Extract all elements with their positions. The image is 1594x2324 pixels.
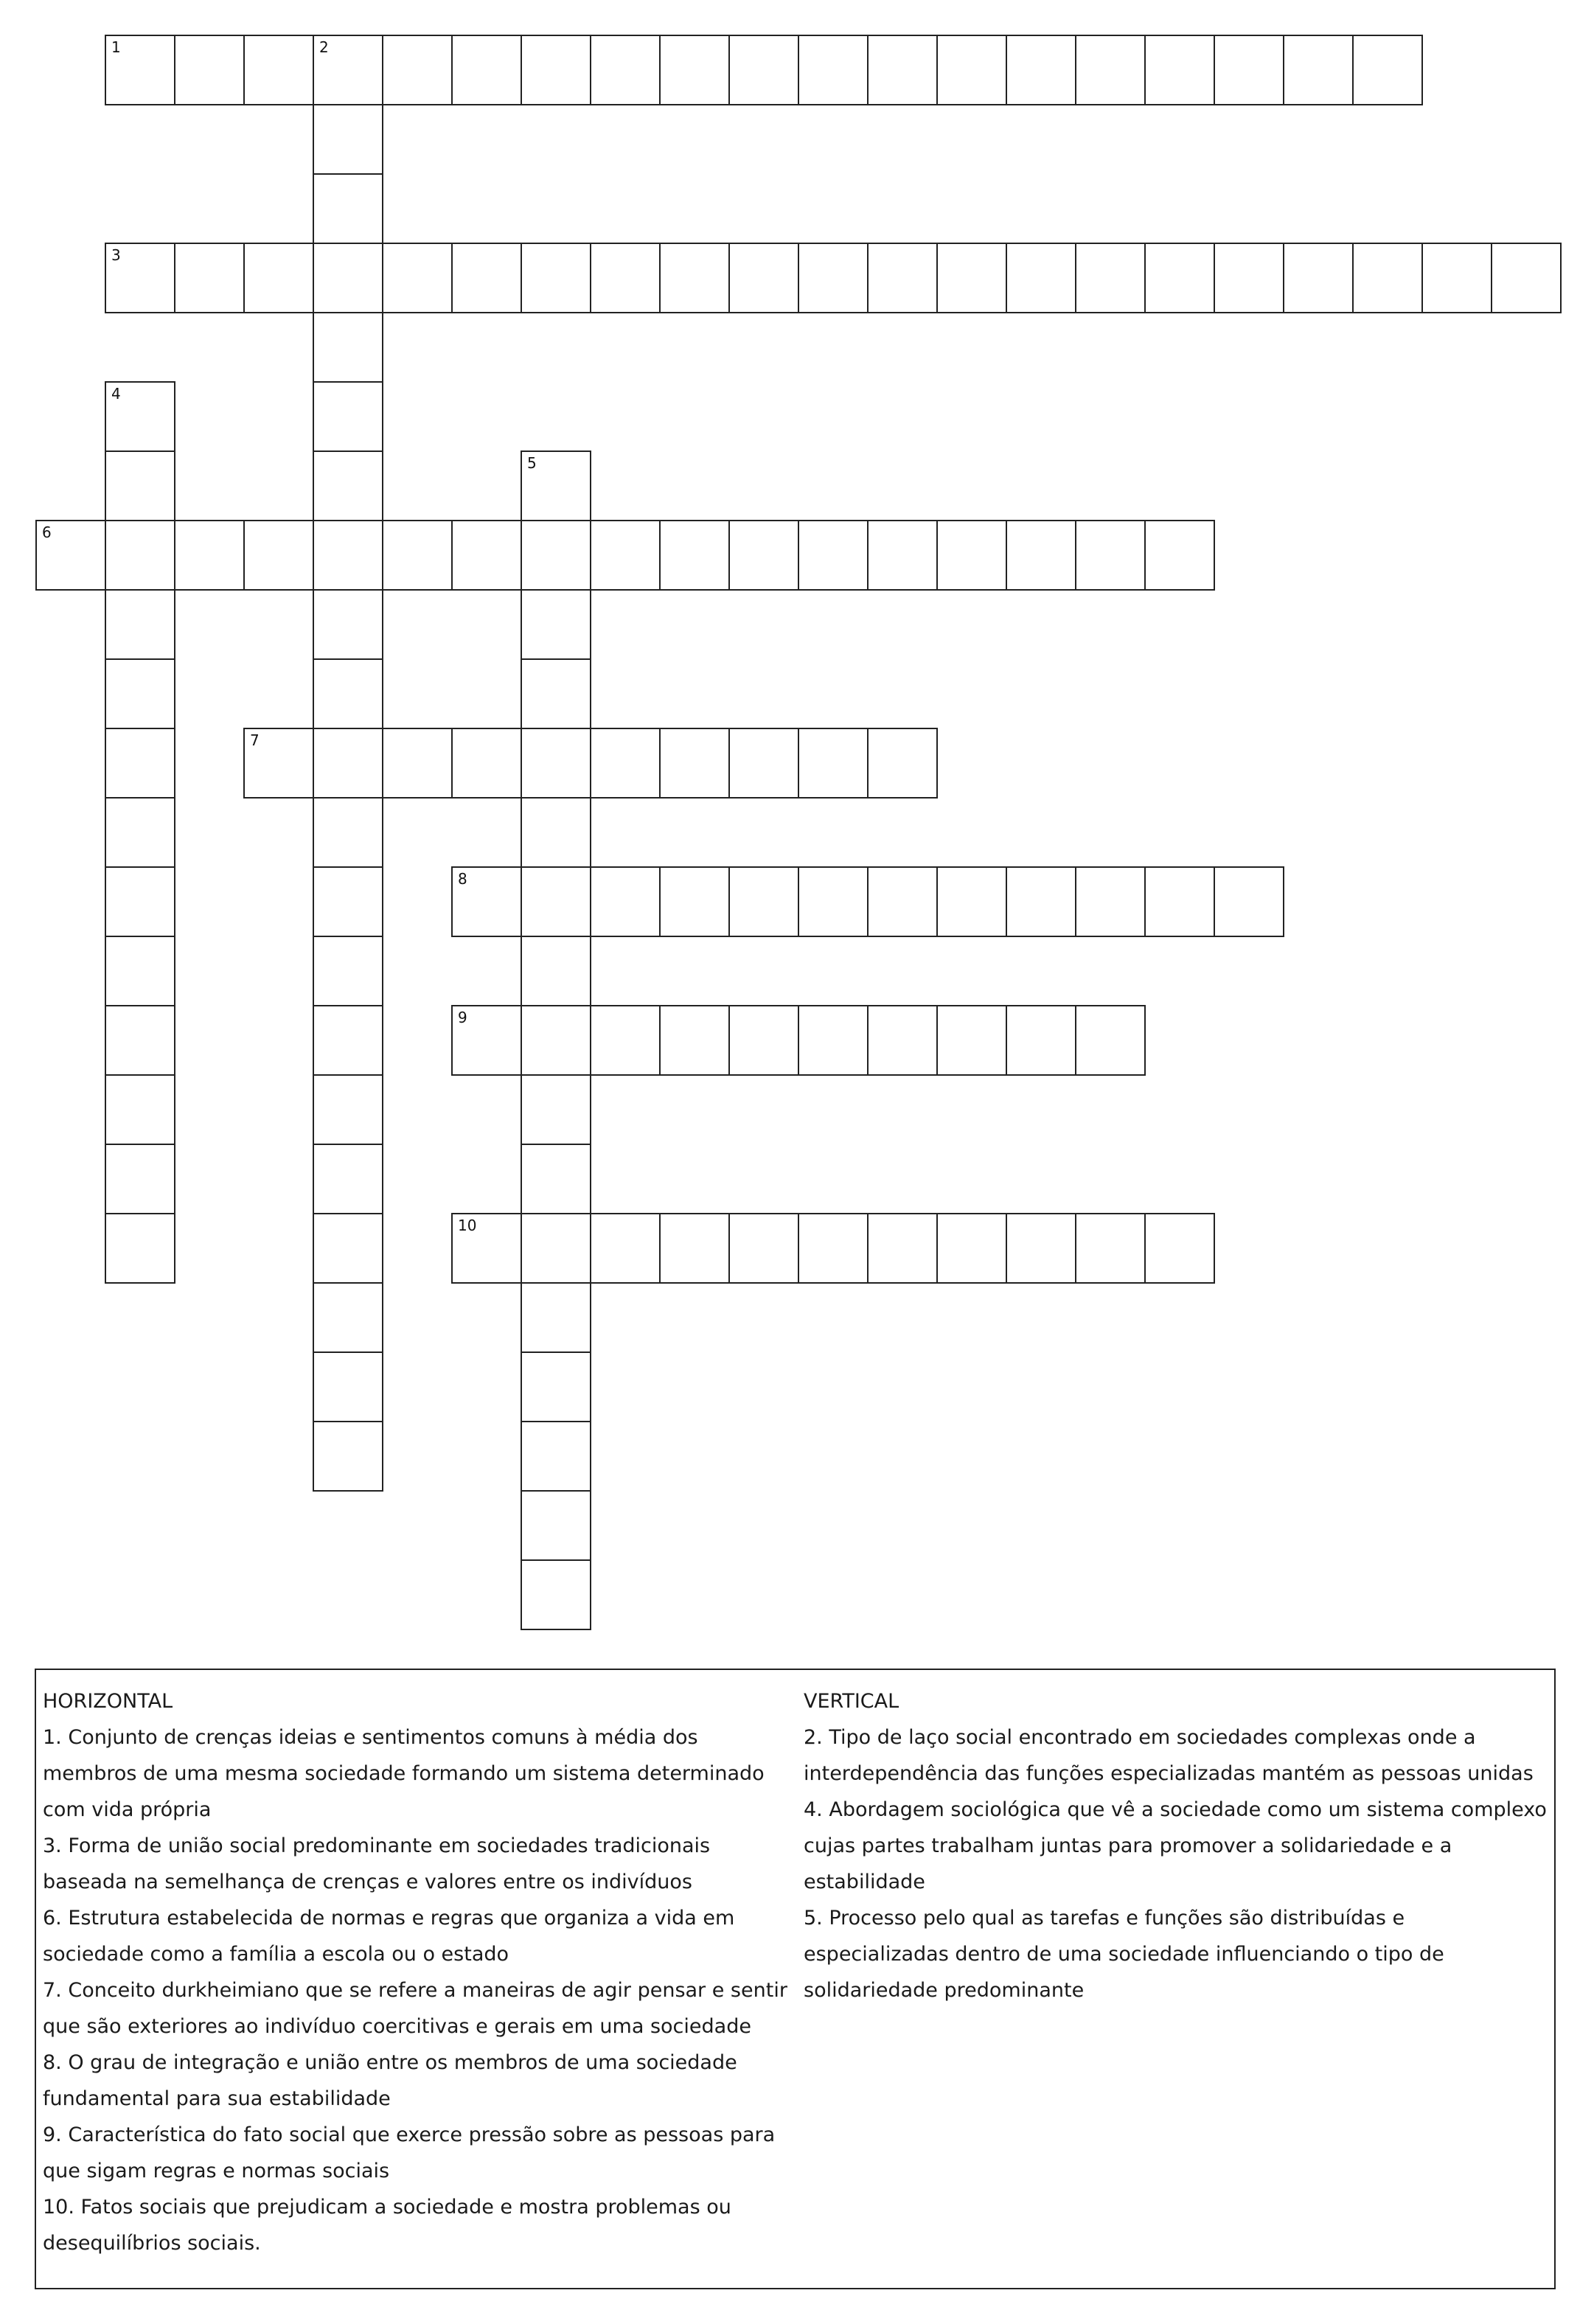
grid-cell[interactable] [243,243,314,313]
grid-cell[interactable] [728,866,799,937]
clue-number: 7 [250,731,260,749]
grid-cell[interactable] [313,381,383,452]
clue-down-5: 5. Processo pelo qual as tarefas e funções são distribuídas e especializadas dentro de uma sociedade influenciando o tipo de solidariedade predominante [804,1907,1444,2002]
grid-cell[interactable] [105,1213,175,1284]
grid-cell[interactable] [1144,866,1215,937]
grid-cell[interactable] [521,1421,591,1492]
grid-cell[interactable] [313,450,383,521]
grid-cell[interactable] [936,1005,1007,1076]
grid-cell[interactable] [521,520,591,591]
grid-cell[interactable] [105,866,175,937]
clue-number: 6 [42,523,52,541]
grid-cell[interactable] [105,1144,175,1214]
grid-cell[interactable] [1421,243,1492,313]
grid-cell[interactable] [313,35,383,105]
grid-cell[interactable] [659,728,730,799]
grid-cell[interactable] [521,450,591,521]
grid-cell[interactable] [521,1490,591,1561]
grid-cell[interactable] [174,35,245,105]
grid-cell[interactable] [105,1074,175,1145]
grid-cell[interactable] [521,658,591,729]
grid-cell[interactable] [313,1282,383,1353]
grid-cell[interactable] [105,589,175,660]
grid-cell[interactable] [659,35,730,105]
grid-cell[interactable] [1214,866,1284,937]
grid-cell[interactable] [728,520,799,591]
grid-cell[interactable] [521,1074,591,1145]
grid-cell[interactable] [1144,1213,1215,1284]
grid-cell[interactable] [451,520,522,591]
grid-cell[interactable] [521,35,591,105]
grid-cell[interactable] [382,35,453,105]
clue-across-9: 9. Característica do fato social que exerce pressão sobre as pessoas para que sigam regras e normas sociais [43,2123,776,2182]
grid-cell[interactable] [936,243,1007,313]
grid-cell[interactable] [798,728,869,799]
grid-cell[interactable] [936,35,1007,105]
grid-cell[interactable] [1075,866,1146,937]
grid-cell[interactable] [867,35,938,105]
grid-cell[interactable] [313,797,383,868]
clue-across-1: 1. Conjunto de crenças ideias e sentimentos comuns à média dos membros de uma mesma sociedade formando um sistema determinado com vida própria [43,1726,765,1821]
grid-cell[interactable] [659,1005,730,1076]
grid-cell[interactable] [867,243,938,313]
grid-cell[interactable] [313,104,383,175]
grid-cell[interactable] [1075,243,1146,313]
grid-cell[interactable] [521,866,591,937]
grid-cell[interactable] [243,728,314,799]
grid-cell[interactable] [313,1005,383,1076]
grid-cell[interactable] [313,1351,383,1422]
vertical-clues [804,1683,1548,2008]
clue-number: 1 [111,38,121,56]
clue-number: 3 [111,246,121,264]
grid-cell[interactable] [659,866,730,937]
grid-cell[interactable] [1006,866,1076,937]
grid-cell[interactable] [590,1213,661,1284]
grid-cell[interactable] [659,1213,730,1284]
grid-cell[interactable] [1491,243,1562,313]
clue-number: 9 [458,1009,467,1026]
clue-down-4: 4. Abordagem sociológica que vê a sociedade como um sistema complexo cujas partes trabalham juntas para promover a solidariedade e a estabilidade [804,1798,1547,1893]
grid-cell[interactable] [313,866,383,937]
grid-cell[interactable] [521,589,591,660]
grid-cell[interactable] [451,243,522,313]
grid-cell[interactable] [867,1213,938,1284]
grid-cell[interactable] [521,797,591,868]
grid-cell[interactable] [936,520,1007,591]
grid-cell[interactable] [1214,243,1284,313]
grid-cell[interactable] [313,658,383,729]
grid-cell[interactable] [313,1421,383,1492]
grid-cell[interactable] [243,520,314,591]
grid-cell[interactable] [174,243,245,313]
grid-cell[interactable] [798,1005,869,1076]
grid-cell[interactable] [1352,243,1423,313]
grid-cell[interactable] [105,728,175,799]
grid-cell[interactable] [451,1213,522,1284]
grid-cell[interactable] [867,520,938,591]
grid-cell[interactable] [313,243,383,313]
grid-cell[interactable] [105,520,175,591]
grid-cell[interactable] [1006,1005,1076,1076]
grid-cell[interactable] [313,936,383,1006]
grid-cell[interactable] [590,1005,661,1076]
grid-cell[interactable] [313,1144,383,1214]
grid-cell[interactable] [728,243,799,313]
clue-number: 8 [458,870,467,888]
grid-cell[interactable] [1006,1213,1076,1284]
grid-cell[interactable] [1006,243,1076,313]
grid-cell[interactable] [105,35,175,105]
grid-cell[interactable] [105,243,175,313]
grid-cell[interactable] [798,243,869,313]
clue-across-3: 3. Forma de união social predominante em sociedades tradicionais baseada na semelhança de crenças e valores entre os indivíduos [43,1834,711,1893]
grid-cell[interactable] [313,1074,383,1145]
clue-across-6: 6. Estrutura estabelecida de normas e regras que organiza a vida em sociedade como a família a escola ou o estado [43,1907,735,1966]
horizontal-clues [43,1683,795,2261]
grid-cell[interactable] [659,243,730,313]
clue-number: 4 [111,385,121,403]
grid-cell[interactable] [1075,1005,1146,1076]
grid-cell[interactable] [105,936,175,1006]
grid-cell[interactable] [382,728,453,799]
grid-cell[interactable] [382,520,453,591]
grid-cell[interactable] [1075,1213,1146,1284]
clue-across-10: 10. Fatos sociais que prejudicam a sociedade e mostra problemas ou desequilíbrios sociais. [43,2196,731,2255]
grid-cell[interactable] [521,936,591,1006]
grid-cell[interactable] [590,866,661,937]
grid-cell[interactable] [936,1213,1007,1284]
grid-cell[interactable] [105,1005,175,1076]
clue-number: 5 [527,454,537,472]
grid-cell[interactable] [105,381,175,452]
clue-number: 10 [458,1217,477,1234]
grid-cell[interactable] [590,728,661,799]
grid-cell[interactable] [728,1005,799,1076]
grid-cell[interactable] [313,520,383,591]
clue-across-7: 7. Conceito durkheimiano que se refere a maneiras de agir pensar e sentir que são exteriores ao indivíduo coercitivas e gerais em uma sociedade [43,1979,787,2038]
grid-cell[interactable] [1075,35,1146,105]
grid-cell[interactable] [867,866,938,937]
grid-cell[interactable] [798,1213,869,1284]
grid-cell[interactable] [521,243,591,313]
grid-cell[interactable] [590,243,661,313]
grid-cell[interactable] [174,520,245,591]
grid-cell[interactable] [1352,35,1423,105]
grid-cell[interactable] [521,1282,591,1353]
grid-cell[interactable] [590,520,661,591]
grid-cell[interactable] [798,520,869,591]
grid-cell[interactable] [521,1144,591,1214]
grid-cell[interactable] [728,35,799,105]
clues-box [35,1669,1556,2289]
grid-cell[interactable] [313,312,383,383]
vertical-heading: VERTICAL [804,1690,899,1713]
grid-cell[interactable] [1144,35,1215,105]
grid-cell[interactable] [936,866,1007,937]
grid-cell[interactable] [728,1213,799,1284]
grid-cell[interactable] [521,728,591,799]
grid-cell[interactable] [1144,243,1215,313]
grid-cell[interactable] [451,1005,522,1076]
grid-cell[interactable] [867,1005,938,1076]
grid-cell[interactable] [521,1351,591,1422]
grid-cell[interactable] [451,866,522,937]
grid-cell[interactable] [313,1213,383,1284]
grid-cell[interactable] [382,243,453,313]
grid-cell[interactable] [1144,520,1215,591]
grid-cell[interactable] [451,35,522,105]
grid-cell[interactable] [798,35,869,105]
grid-cell[interactable] [659,520,730,591]
grid-cell[interactable] [1006,35,1076,105]
grid-cell[interactable] [105,450,175,521]
grid-cell[interactable] [243,35,314,105]
clue-down-2: 2. Tipo de laço social encontrado em sociedades complexas onde a interdependência das funções especializadas mantém as pessoas unidas [804,1726,1534,1785]
grid-cell[interactable] [35,520,106,591]
grid-cell[interactable] [1283,243,1354,313]
grid-cell[interactable] [451,728,522,799]
grid-cell[interactable] [105,797,175,868]
grid-cell[interactable] [521,1559,591,1630]
horizontal-heading: HORIZONTAL [43,1690,173,1713]
grid-cell[interactable] [1214,35,1284,105]
clue-across-8: 8. O grau de integração e união entre os membros de uma sociedade fundamental para sua estabilidade [43,2051,737,2110]
grid-cell[interactable] [798,866,869,937]
grid-cell[interactable] [1075,520,1146,591]
grid-cell[interactable] [521,1005,591,1076]
clue-number: 2 [319,38,329,56]
grid-cell[interactable] [105,658,175,729]
grid-cell[interactable] [867,728,938,799]
grid-cell[interactable] [728,728,799,799]
grid-cell[interactable] [313,173,383,244]
grid-cell[interactable] [1283,35,1354,105]
grid-cell[interactable] [1006,520,1076,591]
grid-cell[interactable] [313,728,383,799]
grid-cell[interactable] [313,589,383,660]
grid-cell[interactable] [590,35,661,105]
grid-cell[interactable] [521,1213,591,1284]
